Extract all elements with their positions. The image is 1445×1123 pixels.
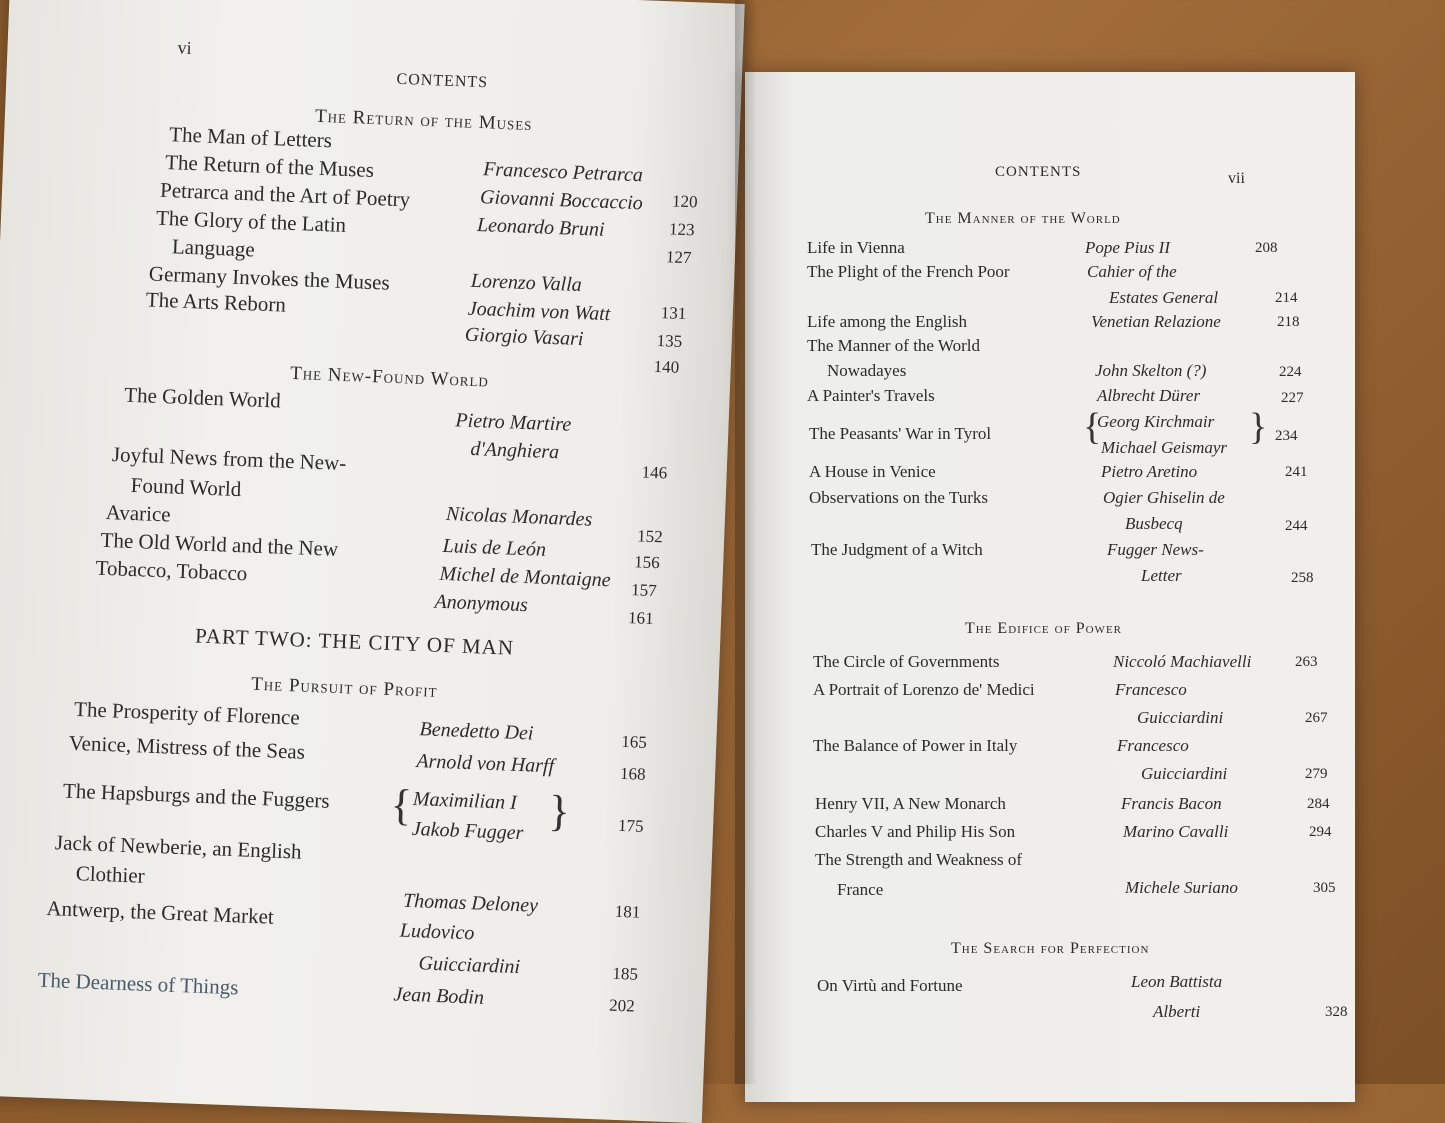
entry-title: Charles V and Philip His Son	[815, 822, 1016, 841]
left-brace-icon: {	[389, 780, 413, 830]
entry-author-continued: Guicciardini	[1141, 764, 1228, 783]
entry-page: 244	[1285, 518, 1308, 534]
entry-author: Thomas Deloney	[402, 889, 539, 917]
entry-page: 168	[619, 763, 646, 784]
entry-author: Fugger News-	[1107, 540, 1204, 559]
entry-author-continued: Guicciardini	[418, 952, 521, 979]
entry-title: The Hapsburgs and the Fuggers	[62, 778, 331, 813]
entry-page: 152	[636, 526, 664, 547]
entry-title: The Plight of the French Poor	[807, 262, 1010, 281]
entry-page: 202	[608, 995, 636, 1016]
entry-title: The Balance of Power in Italy	[813, 736, 1018, 755]
entry-title-continued: Found World	[130, 472, 242, 502]
entry-title-continued: Language	[171, 234, 256, 262]
entry-author: Giorgio Vasari	[464, 323, 584, 351]
entry-author: Leon Battista	[1131, 972, 1223, 991]
entry-author: Marino Cavalli	[1123, 822, 1229, 841]
entry-title: The Old World and the New	[100, 527, 339, 561]
entry-author: Venetian Relazione	[1091, 312, 1221, 331]
right-brace-icon: }	[1249, 406, 1268, 448]
toc-entry	[0, 775, 714, 845]
entry-author: Joachim von Watt	[467, 297, 611, 326]
entry-title: A Painter's Travels	[807, 386, 935, 405]
entry-title: The Judgment of a Witch	[811, 540, 983, 559]
entry-author: Luis de León	[442, 534, 547, 561]
entry-page: 140	[653, 356, 680, 377]
entry-title: Jack of Newberie, an English	[54, 830, 302, 864]
entry-title: Life among the English	[807, 312, 968, 331]
entry-author: Arnold von Harff	[416, 750, 555, 778]
section-title: The Search for Perfection	[951, 940, 1150, 957]
entry-title: Henry VII, A New Monarch	[815, 794, 1006, 813]
entry-author-continued: Michael Geismayr	[1101, 438, 1228, 457]
entry-title: A House in Venice	[809, 462, 936, 481]
entry-title: The Strength and Weakness of	[815, 850, 1022, 869]
entry-author: John Skelton (?)	[1095, 361, 1207, 380]
section-title: The Pursuit of Profit	[250, 673, 438, 702]
entry-author: Pietro Aretino	[1101, 462, 1198, 481]
entry-title: Venice, Mistress of the Seas	[68, 730, 306, 764]
entry-author: Francesco	[1115, 680, 1187, 699]
entry-author: Michel de Montaigne	[439, 562, 611, 592]
entry-title: A Portrait of Lorenzo de' Medici	[813, 680, 1035, 699]
entry-author: Giovanni Boccaccio	[479, 186, 644, 215]
entry-title-continued: Nowadayes	[827, 361, 907, 380]
entry-page: 279	[1305, 766, 1328, 782]
entry-title: The Circle of Governments	[813, 652, 1000, 671]
entry-page: 267	[1305, 710, 1328, 726]
entry-author-continued: Estates General	[1109, 288, 1219, 307]
right-page	[745, 72, 1355, 1102]
entry-author: Maximilian I	[412, 787, 518, 814]
entry-title-continued: Clothier	[75, 861, 146, 888]
section-title: The New-Found World	[289, 362, 490, 392]
entry-author-continued: Alberti	[1153, 1002, 1201, 1021]
entry-author: Jean Bodin	[393, 983, 485, 1009]
entry-page: 258	[1291, 570, 1314, 586]
entry-page: 123	[668, 219, 695, 240]
entry-title: Observations on the Turks	[809, 488, 988, 507]
entry-author: Benedetto Dei	[419, 718, 534, 745]
section-title: The Edifice of Power	[965, 620, 1122, 637]
entry-page: 175	[617, 815, 644, 836]
running-header: CONTENTS	[995, 164, 1082, 180]
entry-author: Francesco Petrarca	[482, 158, 644, 187]
entry-page: 263	[1295, 654, 1318, 670]
section-title: The Return of the Muses	[314, 105, 533, 136]
entry-title: The Arts Reborn	[145, 287, 287, 317]
entry-page: 185	[612, 963, 639, 984]
right-brace-icon: }	[547, 786, 571, 836]
entry-title: Joyful News from the New-	[111, 442, 347, 476]
running-header: CONTENTS	[396, 70, 489, 92]
left-brace-icon: {	[1083, 406, 1102, 448]
entry-page: 305	[1313, 880, 1336, 896]
entry-title: Tobacco, Tobacco	[95, 555, 248, 586]
entry-page: 214	[1275, 290, 1298, 306]
entry-title: The Peasants' War in Tyrol	[809, 424, 992, 443]
book-gutter	[735, 0, 757, 1084]
entry-title: The Man of Letters	[168, 122, 333, 153]
entry-author: Cahier of the	[1087, 262, 1177, 281]
entry-title: On Virtù and Fortune	[817, 976, 963, 995]
entry-author: Nicolas Monardes	[445, 503, 593, 531]
section-title: The Manner of the World	[925, 210, 1121, 227]
entry-title: Germany Invokes the Muses	[148, 261, 391, 295]
toc-entry	[0, 727, 716, 784]
entry-page: 161	[627, 608, 654, 629]
entry-page: 328	[1325, 1004, 1348, 1020]
entry-author: Pope Pius II	[1085, 238, 1170, 257]
page-number: vi	[177, 37, 193, 58]
part-heading: PART TWO: THE CITY OF MAN	[194, 623, 515, 660]
entry-author-continued: Guicciardini	[1137, 708, 1224, 727]
entry-page: 181	[614, 901, 641, 922]
entry-author: Georg Kirchmair	[1097, 412, 1215, 431]
entry-page: 156	[633, 552, 661, 573]
entry-author-continued: Busbecq	[1125, 514, 1183, 533]
entry-page: 165	[620, 731, 648, 752]
entry-page: 234	[1275, 428, 1298, 444]
entry-page: 127	[665, 247, 692, 268]
entry-title: The Golden World	[123, 382, 282, 413]
entry-author: Niccoló Machiavelli	[1113, 652, 1252, 671]
entry-author-continued: Letter	[1141, 566, 1182, 585]
entry-author: Lorenzo Valla	[470, 269, 583, 297]
entry-page: 241	[1285, 464, 1308, 480]
entry-page: 218	[1277, 314, 1300, 330]
entry-author: Pietro Martire	[455, 409, 572, 436]
entry-author: Francesco	[1117, 736, 1189, 755]
entry-page: 224	[1279, 364, 1302, 380]
entry-page: 294	[1309, 824, 1332, 840]
entry-title: The Dearness of Things	[37, 967, 239, 1000]
page-number: vii	[1228, 170, 1245, 187]
entry-author: Francis Bacon	[1121, 794, 1222, 813]
entry-title: Petrarca and the Art of Poetry	[159, 177, 411, 212]
entry-title-continued: France	[837, 880, 884, 899]
entry-title: The Return of the Muses	[164, 149, 375, 182]
entry-title: Avarice	[105, 499, 172, 527]
entry-title: Antwerp, the Great Market	[46, 895, 275, 929]
entry-page: 284	[1307, 796, 1330, 812]
entry-page: 208	[1255, 240, 1278, 256]
entry-title: The Prosperity of Florence	[73, 696, 301, 730]
entry-author: Ludovico	[399, 919, 475, 945]
entry-title: Life in Vienna	[807, 238, 905, 257]
entry-title: The Glory of the Latin	[155, 205, 347, 237]
entry-author: Leonardo Bruni	[476, 214, 605, 241]
entry-page: 131	[660, 303, 687, 324]
toc-entry	[0, 965, 707, 1016]
entry-page: 135	[656, 330, 683, 351]
entry-author-continued: Jakob Fugger	[411, 817, 524, 845]
entry-author-continued: d'Anghiera	[470, 437, 560, 464]
entry-page: 157	[630, 580, 658, 601]
entry-author: Anonymous	[434, 590, 529, 617]
entry-page: 227	[1281, 390, 1304, 406]
entry-title: The Manner of the World	[807, 336, 980, 355]
entry-author: Ogier Ghiselin de	[1103, 488, 1225, 507]
entry-page: 120	[671, 191, 698, 212]
entry-author: Michele Suriano	[1125, 878, 1238, 897]
entry-author: Albrecht Dürer	[1097, 386, 1201, 405]
entry-page: 146	[641, 462, 668, 483]
